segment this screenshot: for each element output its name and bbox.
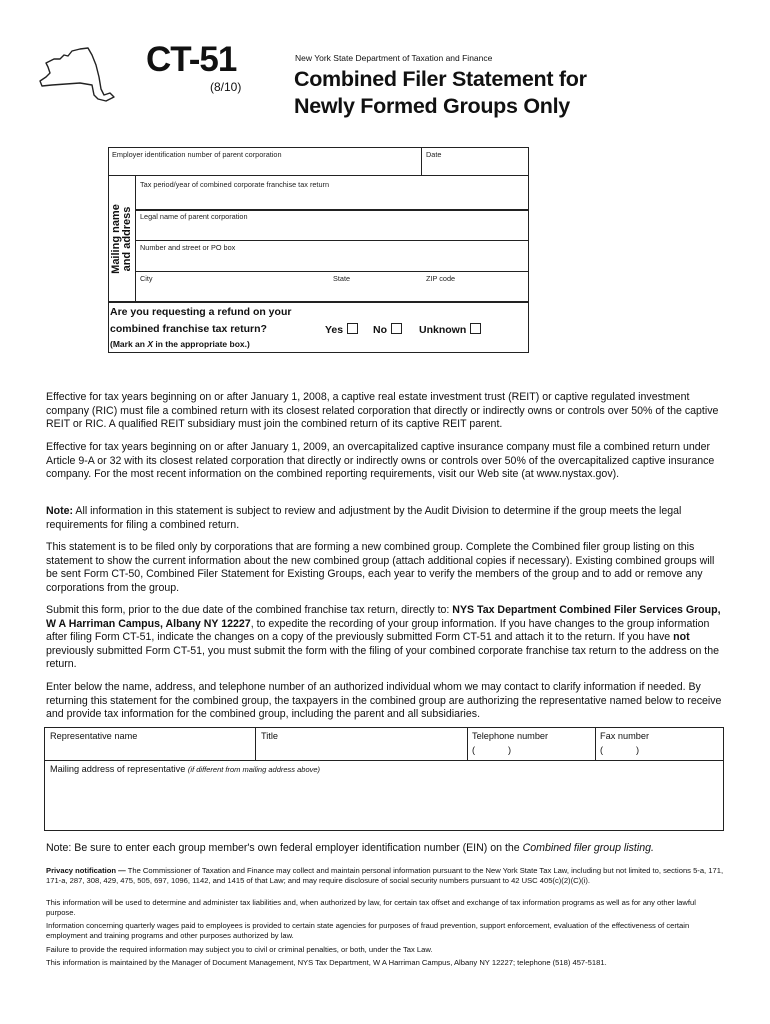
revision-date: (8/10) xyxy=(210,80,242,94)
paragraph-new-group: This statement is to be filed only by corporations that are forming a new combined group. Complete the Combined filer group listing on this statement to show the current information about the new combined group (attach additional copies if necessary). Existing combined groups will be sent Form CT-50, Combined Filer Statement for Existing Groups, each year to verify the members of the group and to add or remove any corporations from the group. xyxy=(46,541,715,594)
date-label: Date xyxy=(426,150,442,159)
representative-name-field[interactable] xyxy=(46,743,253,759)
paragraph-note-audit: Note: All information in this statement is subject to review and adjustment by the Audit Division to determine if the group meets the legal requirements for filing a combined return. xyxy=(46,505,682,531)
paragraph-submit-instructions: Submit this form, prior to the due date of the combined franchise tax return, directly to: NYS Tax Department Combined Filer Services Group, W A Harriman Campus, Albany NY 12227, to expedite the recording of your group information. If you have changes to the group information after filing Form CT-51, indicate the changes on a copy of the previously submitted Form CT-51 and attach it to the return. If you have not previously submitted Form CT-51, you must submit the form with the filing of your combined corporate franchise tax return to the address on the return. xyxy=(46,604,721,671)
representative-name-label: Representative name xyxy=(50,731,138,741)
fax-label: Fax number xyxy=(600,731,650,741)
refund-question-line2: combined franchise tax return? xyxy=(110,323,267,335)
state-label: State xyxy=(333,274,351,283)
telephone-label: Telephone number xyxy=(472,731,549,741)
city-label: City xyxy=(140,274,153,283)
refund-yes-option[interactable]: Yes xyxy=(325,323,358,336)
refund-instruction: (Mark an X in the appropriate box.) xyxy=(110,339,250,349)
refund-no-option[interactable]: No xyxy=(373,323,402,336)
paragraph-captive-insurance: Effective for tax years beginning on or after January 1, 2009, an overcapitalized captive insurance company must file a combined return under Article 9-A or 32 with its closest related corporation that directly or indirectly owns or controls over 50% of the overcapitalized captive insurance company. For the most recent information on the combined reporting requirements, visit our Web site (at www.nystax.gov). xyxy=(46,441,715,481)
fax-field[interactable] xyxy=(597,743,722,759)
paragraph-representative: Enter below the name, address, and telephone number of an authorized individual whom we may contact to clarify information if needed. By returning this statement for the combined group, the taxpayers in the combined group are authorizing the representative named below to receive and provide tax information for the combined group, including the parent and all subsidiaries. xyxy=(46,681,722,721)
ein-label: Employer identification number of parent corporation xyxy=(112,150,282,159)
legal-name-label: Legal name of parent corporation xyxy=(140,212,248,221)
fax-close-paren: ) xyxy=(636,745,640,755)
form-number: CT-51 xyxy=(146,40,237,79)
department-name: New York State Department of Taxation and Finance xyxy=(295,53,493,63)
ein-field[interactable] xyxy=(110,160,419,174)
footer-maintained-by: This information is maintained by the Manager of Document Management, NYS Tax Department, W A Harriman Campus, Albany NY 12227; telephone (518) 457-5181. xyxy=(46,958,607,967)
refund-question-line1: Are you requesting a refund on your xyxy=(110,306,292,318)
footer-usage: This information will be used to determine and administer tax liabilities and, when authorized by law, for certain tax offset and exchange of tax information programs as well as for any other lawful purpose. xyxy=(46,898,696,917)
privacy-notification: Privacy notification — The Commissioner of Taxation and Finance may collect and maintain personal information pursuant to the New York State Tax Law, including but not limited to, sections 5-a, 171, 171-a, 287, 308, 429, 475, 505, 697, 1096, 1142, and 1415 of that Law; and may require disclosure of social security numbers pursuant to 42 USC 405(c)(2)(C)(i). xyxy=(46,866,724,885)
new-york-state-outline-icon xyxy=(36,45,116,103)
fax-open-paren: ( xyxy=(600,745,604,755)
paragraph-reit-ric: Effective for tax years beginning on or after January 1, 2008, a captive real estate investment trust (REIT) or captive regulated investment company (RIC) must file a combined return with its closest related corporation that directly or indirectly owns or controls over 50% of the captive REIT or RIC. A qualified REIT subsidiary must join the combined return of its captive REIT parent. xyxy=(46,391,719,431)
title-field[interactable] xyxy=(257,743,465,759)
tax-period-label: Tax period/year of combined corporate franchise tax return xyxy=(140,180,330,189)
mailing-name-address-side-label: Mailing name and address xyxy=(109,203,133,274)
address-bottom-rule xyxy=(108,301,529,303)
tax-period-field[interactable] xyxy=(137,190,527,208)
legal-name-box xyxy=(135,209,529,211)
yes-checkbox[interactable] xyxy=(347,323,358,334)
footer-penalties: Failure to provide the required information may subject you to civil or criminal penalties, or both, under the Tax Law. xyxy=(46,945,433,954)
zip-label: ZIP code xyxy=(426,274,456,283)
zip-field[interactable] xyxy=(423,284,527,300)
date-field[interactable] xyxy=(423,160,527,174)
telephone-field[interactable] xyxy=(469,743,593,759)
footer-wages: Information concerning quarterly wages paid to employees is provided to certain state agencies for purposes of fraud prevention, support enforcement, evaluation of the effectiveness of certain employment and training programs and other purposes authorized by law. xyxy=(46,921,690,940)
city-field[interactable] xyxy=(137,284,327,300)
representative-mailing-label: Mailing address of representative (if different from mailing address above) xyxy=(50,764,321,774)
ein-note: Note: Be sure to enter each group member's own federal employer identification number (EIN) on the Combined filer group listing. xyxy=(46,842,654,854)
page-title: Combined Filer Statement for Newly Formed Groups Only xyxy=(294,67,587,118)
unknown-checkbox[interactable] xyxy=(470,323,481,334)
state-field[interactable] xyxy=(330,284,420,300)
legal-name-field[interactable] xyxy=(137,222,527,239)
refund-unknown-option[interactable]: Unknown xyxy=(419,323,481,336)
no-checkbox[interactable] xyxy=(391,323,402,334)
telephone-close-paren: ) xyxy=(508,745,512,755)
title-label: Title xyxy=(261,731,279,741)
street-label: Number and street or PO box xyxy=(140,243,236,252)
representative-mailing-field[interactable] xyxy=(46,776,722,829)
telephone-open-paren: ( xyxy=(472,745,476,755)
street-field[interactable] xyxy=(137,253,527,270)
